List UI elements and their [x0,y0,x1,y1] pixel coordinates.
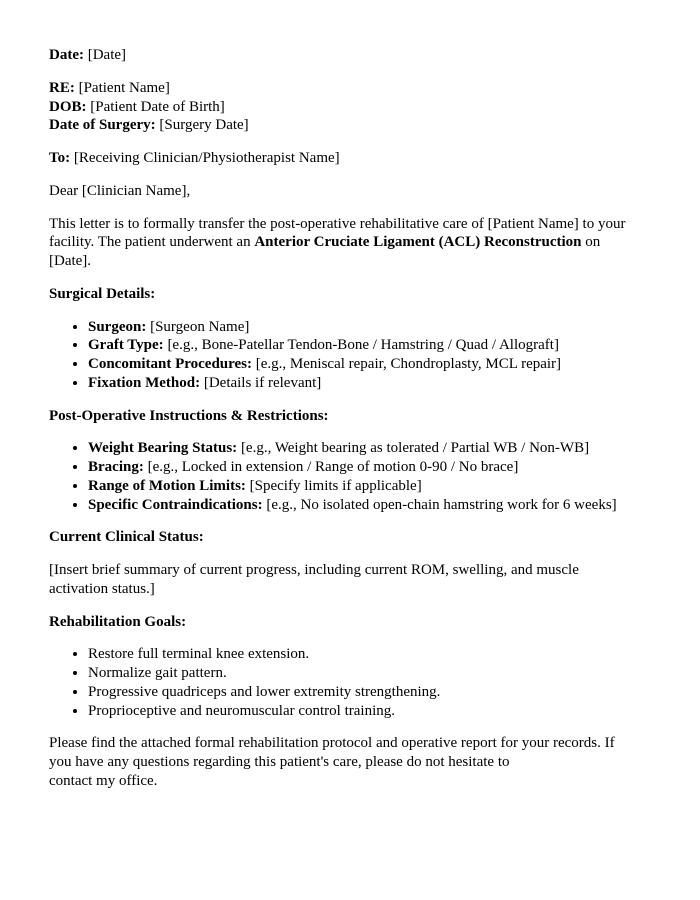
surgeon-value: [Surgeon Name] [150,318,250,335]
intro-procedure-name: Anterior Cruciate Ligament (ACL) Reconstruction [254,234,582,251]
contraindications-label: Specific Contraindications: [88,496,263,513]
post-op-list [49,439,634,514]
weight-bearing-value: [e.g., Weight bearing as tolerated / Partial WB / Non-WB] [240,440,590,457]
re-label: RE: [49,79,75,96]
list-item-goal-strengthening: • Progressive quadriceps and lower extremity strengthening. [88,683,634,702]
surgical-details-heading: Surgical Details: [49,285,156,302]
weight-bearing-label: Weight Bearing Status: [88,440,238,457]
dob-label: DOB: [49,98,87,115]
date-line [49,46,634,65]
fixation-method-label: Fixation Method: [88,374,201,391]
surgery-date-line [49,116,634,135]
fixation-method-value: [Details if relevant] [203,374,322,391]
closing-cutoff-text: contact my office. [49,772,158,789]
rehab-goals-list [49,645,634,720]
graft-type-label: Graft Type: [88,337,164,354]
to-line [49,149,634,168]
clinical-status-body: [Insert brief summary of current progress, including current ROM, swelling, and muscle activation status.] [49,562,579,597]
list-item-rom-limits [88,477,634,496]
list-item-surgeon [88,318,634,337]
surgeon-label: Surgeon: [88,318,147,335]
re-value: [Patient Name] [78,79,170,96]
list-item-weight-bearing [88,439,634,458]
list-item-bracing [88,458,634,477]
list-item-goal-proprioception: • Proprioceptive and neuromuscular control training. [88,702,634,721]
surgical-details-list [49,318,634,393]
surgery-date-label: Date of Surgery: [49,117,156,134]
dob-value: [Patient Date of Birth] [90,98,225,115]
list-item-concomitant-procedures [88,355,634,374]
rom-limits-label: Range of Motion Limits: [88,477,246,494]
clinical-status-heading: Current Clinical Status: [49,529,204,546]
patient-info-block [49,79,634,135]
to-value: [Receiving Clinician/Physiotherapist Name] [73,150,340,166]
concomitant-procedures-label: Concomitant Procedures: [88,356,253,372]
closing-paragraph: Please find the attached formal rehabilitation protocol and operative report for your records. If you have any questions regarding this patient's care, please do not hesitate to [49,735,615,770]
graft-type-value: [e.g., Bone-Patellar Tendon-Bone / Hamstring / Quad / Allograft] [167,337,559,354]
post-op-heading: Post-Operative Instructions & Restrictions: [49,407,329,424]
list-item-goal-extension: • Restore full terminal knee extension. [88,645,634,664]
contraindications-value: [e.g., No isolated open-chain hamstring work for 6 weeks] [266,496,617,513]
intro-paragraph [49,215,634,271]
date-label: Date: [49,47,84,63]
salutation: Dear [Clinician Name], [49,182,191,199]
list-item-contraindications [88,496,634,515]
rehab-goals-heading: Rehabilitation Goals: [49,613,187,630]
list-item-graft-type [88,336,634,355]
list-item-goal-gait: • Normalize gait pattern. [88,664,634,683]
dob-line [49,98,634,117]
intro-part2: on [Date]. [49,234,601,269]
list-item-fixation-method [88,374,634,393]
bracing-value: [e.g., Locked in extension / Range of motion 0-90 / No brace] [147,459,519,475]
date-value: [Date] [87,47,127,63]
rom-limits-value: [Specify limits if applicable] [249,477,422,494]
concomitant-procedures-value: [e.g., Meniscal repair, Chondroplasty, MCL repair] [255,356,562,372]
surgery-date-value: [Surgery Date] [159,117,249,134]
bracing-label: Bracing: [88,459,144,475]
closing-cutoff-line [49,772,634,789]
re-line [49,79,634,98]
intro-part1: This letter is to formally transfer the post-operative rehabilitative care of [Patient Name] to your facility. The patient underwent an [49,215,626,251]
to-label: To: [49,150,71,166]
